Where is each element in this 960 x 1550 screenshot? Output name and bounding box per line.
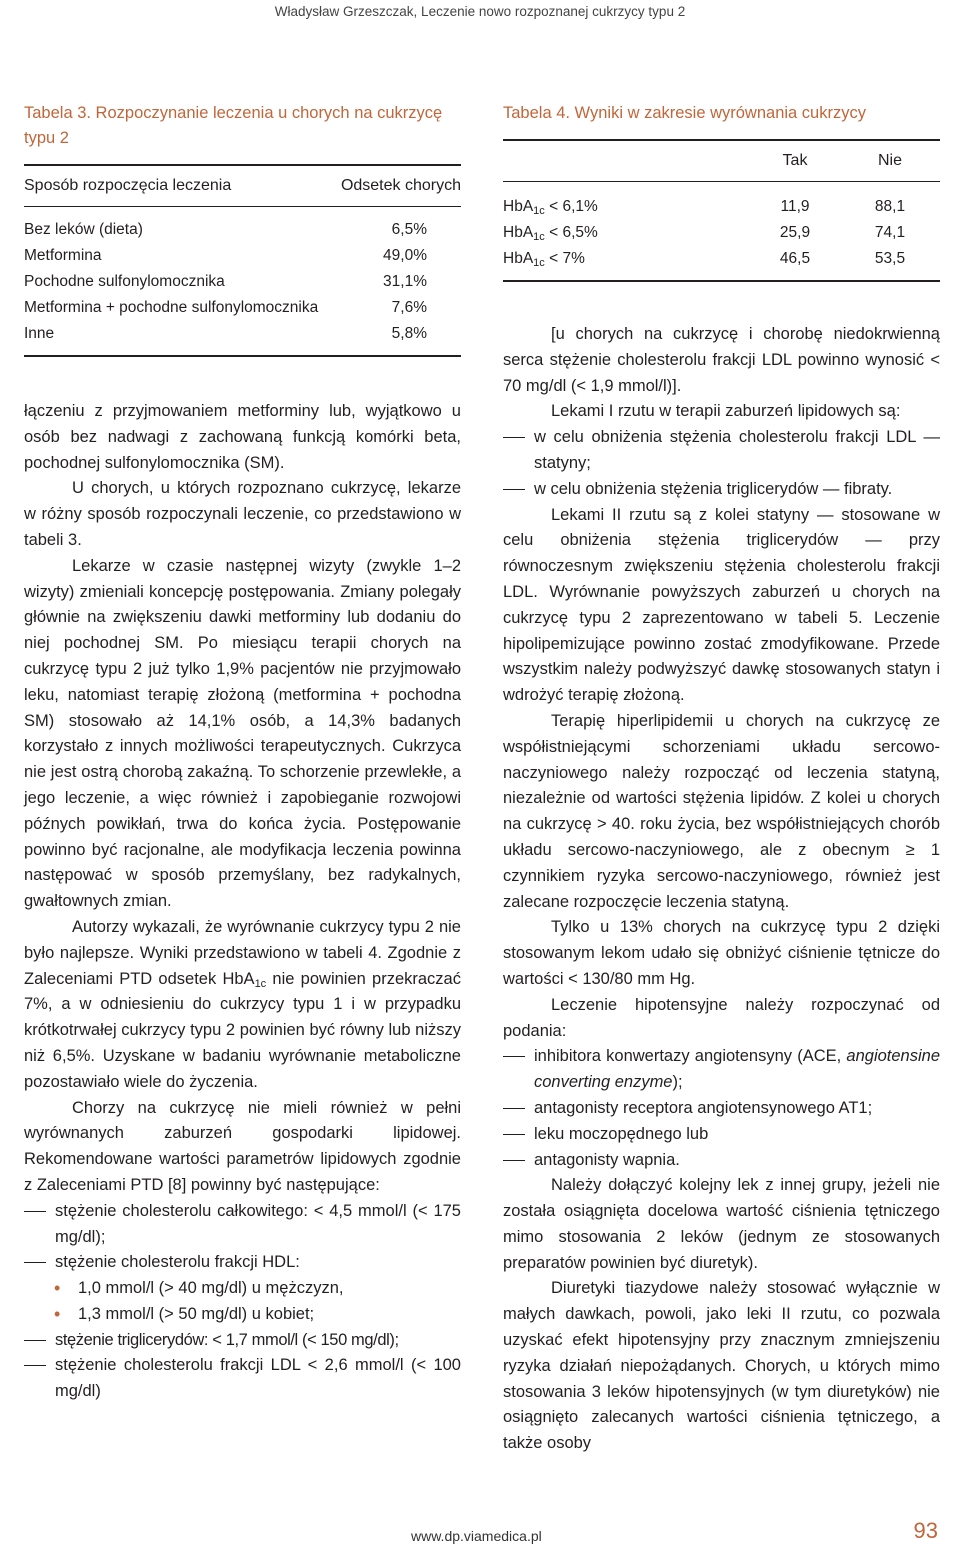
table-row — [24, 321, 461, 347]
table4-title: Tabela 4. Wyniki w zakresie wyrównania cukrzycy — [503, 104, 866, 122]
left-column — [24, 101, 461, 1405]
table4-header-rule — [503, 181, 940, 182]
table4-cell-tak: 25,9 — [779, 224, 811, 242]
table3-cell-label: Metformina — [24, 247, 102, 265]
table4-cell-nie: 88,1 — [874, 198, 906, 216]
table3-header-method: Sposób rozpoczęcia leczenia — [24, 177, 232, 195]
table-row — [503, 246, 940, 272]
table4-header-empty — [503, 141, 750, 181]
table4-cell-nie: 74,1 — [874, 224, 906, 242]
list-item: stężenie cholesterolu frakcji HDL: — [24, 1250, 461, 1276]
text-span: Autorzy wykazali, że wyrównanie cukrzycy typu 2 nie było najlepsze. Wyniki przedstawiono w tabeli 4. Zgodnie z Zaleceniami PTD odsetek HbA — [24, 917, 461, 988]
right-column — [503, 101, 940, 1457]
paragraph: Należy dołączyć kolejny lek z innej grupy, jeżeli nie została osiągnięta docelowa wartość ciśnienia tętniczego mimo stosowania 2 leków (jednym ze stosowanych preparatów powinien być diuretyk). — [503, 1176, 940, 1272]
list-item: stężenie cholesterolu całkowitego: < 4,5 mmol/l (< 175 mg/dl); — [24, 1199, 461, 1251]
table3-cell-value: 31,1% — [383, 273, 427, 291]
table4-cell-tak: 46,5 — [779, 250, 811, 268]
table4-header-nie: Nie — [877, 152, 902, 170]
table3-cell-value: 7,6% — [391, 299, 427, 317]
table3 — [24, 166, 461, 206]
table3-cell-value: 6,5% — [391, 221, 427, 239]
list-item: stężenie triglicerydów: < 1,7 mmol/l (< 150 mg/dl); — [24, 1328, 461, 1354]
table4-cell-tak: 11,9 — [780, 198, 810, 216]
bullet-item: • 1,3 mmol/l (> 50 mg/dl) u kobiet; — [24, 1302, 461, 1328]
paragraph: Chorzy na cukrzycę nie mieli również w pełni wyrównanych zaburzeń gospodarki lipidowej. Rekomendowane wartości parametrów lipidowych zgodnie z Zaleceniami PTD [8] powinny być następujące: — [24, 1098, 461, 1194]
table3-cell-label: Metformina + pochodne sulfonylomocznika — [24, 299, 319, 317]
text-span: nie powinien przekraczać 7%, a w odniesieniu do cukrzycy typu 1 i w przypadku krótkotrwałej cukrzycy typu 2 powinien być równy lub niższy niż 6,5%. Uzyskane w badaniu wyrównanie metaboliczne pozostawiało wiele do życzenia. — [24, 969, 461, 1091]
table3-cell-label: Inne — [24, 325, 55, 343]
subscript: 1c — [254, 977, 267, 990]
table3-header-rule — [24, 206, 461, 207]
table-row — [503, 194, 940, 220]
table4-header-row — [503, 141, 940, 181]
bullet-item: • 1,0 mmol/l (> 40 mg/dl) u mężczyzn, — [24, 1276, 461, 1302]
table4-bottom-rule — [503, 280, 940, 282]
table4-header-tak: Tak — [782, 152, 808, 170]
table-row — [24, 217, 461, 243]
paragraph: Lekami I rzutu w terapii zaburzeń lipidowych są: — [551, 402, 901, 421]
table3-body — [24, 217, 461, 347]
table3-header-percent: Odsetek chorych — [340, 177, 461, 195]
table3-header-row — [24, 166, 461, 206]
table3-cell-label: Bez leków (dieta) — [24, 221, 143, 239]
list-item: antagonisty wapnia. — [503, 1148, 940, 1174]
table-row — [503, 220, 940, 246]
table4-cell-nie: 53,5 — [874, 250, 906, 268]
table3-bottom-rule — [24, 355, 461, 357]
running-head: Władysław Grzeszczak, Leczenie nowo rozpoznanej cukrzycy typu 2 — [274, 4, 686, 19]
paragraph: łączeniu z przyjmowaniem metforminy lub, wyjątkowo u osób bez nadwagi z zachowaną funkcją komórki beta, pochodnej sulfonylomocznika (SM). — [24, 402, 461, 472]
list-item: stężenie cholesterolu frakcji LDL < 2,6 mmol/l (< 100 mg/dl) — [24, 1353, 461, 1405]
paragraph: Lekami II rzutu są z kolei statyny — stosowane w celu obniżenia stężenia triglicerydów — przy równoczesnym zwiększeniu stężenia cholesterolu frakcji LDL. Wyrównanie powyższych zaburzeń u chorych na cukrzycę typu 2 zaprezentowano w tabeli 5. Leczenie hipolipemizujące powinno zostać zmodyfikowane. Przede wszystkim należy podwyższyć dawkę stosowanych statyn i wdrożyć terapię złożoną. — [503, 505, 940, 705]
text-span: ); — [672, 1073, 683, 1092]
paragraph: Lekarze w czasie następnej wizyty (zwykle 1–2 wizyty) zmieniali koncepcję postępowania. Zmiany polegały głównie na zwiększeniu dawki metforminy lub dodaniu do niej pochodnej SM. Po miesiącu terapii chorych na cukrzycę typu 2 już tylko 1,9% pacjentów nie przyjmowało leku, natomiast terapię złożoną (metformina + pochodna SM) stosowało aż 14,1% osób, a 14,3% badanych korzystało z innych możliwości terapeutycznych. Cukrzyca nie jest ostrą chorobą zakaźną. To schorzenie przewlekłe, a jego leczenie, a więc również i zapobieganie rozwojowi późnych powikłań, trwa do końca życia. Postępowanie powinno być racjonalne, ale modyfikacja leczenia powinna następować w sposób przemyślany, bez radykalnych, gwałtownych zmian. — [24, 556, 461, 911]
paragraph: Diuretyki tiazydowe należy stosować wyłącznie w małych dawkach, powoli, jako leki II rzutu, co pozwala uzyskać efekt hipotensyjny przy znacznym zmniejszeniu ryzyka działań niepożądanych. Chorych, u których mimo stosowania 3 leków hipotensyjnych (w tym diuretyków) nie osiągnięto zalecanych wartości ciśnienia tętniczego, a także osoby — [503, 1279, 940, 1453]
italic-span: angiotensine converting enzyme — [534, 1047, 940, 1092]
table3-cell-label: Pochodne sulfonylomocznika — [24, 273, 225, 291]
table4 — [503, 141, 940, 181]
paragraph: Terapię hiperlipidemii u chorych na cukrzycę ze współistniejącymi schorzeniami układu sercowo-naczyniowego należy rozpocząć od leczenia statyną, niezależnie od wartości stężenia lipidów. Z kolei u chorych na cukrzycę > 40. roku życia, bez współistniejących chorób układu sercowo-naczyniowego, ale z obecnym ≥ 1 czynnikiem ryzyka sercowo-naczyniowego, również jest zalecane rozpoczęcie leczenia statyną. — [503, 711, 940, 911]
text-span: inhibitora konwertazy angiotensyny (ACE, — [534, 1047, 847, 1066]
table-row — [24, 243, 461, 269]
table3-title: Tabela 3. Rozpoczynanie leczenia u chorych na cukrzycę typu 2 — [24, 104, 443, 147]
table-row — [24, 269, 461, 295]
paragraph: Leczenie hipotensyjne należy rozpoczynać od podania: — [503, 995, 940, 1040]
paragraph: Tylko u 13% chorych na cukrzycę typu 2 dzięki stosowanym lekom udało się obniżyć ciśnienie tętnicze do wartości < 130/80 mm Hg. — [503, 918, 940, 988]
paragraph — [24, 915, 461, 1096]
table3-cell-value: 5,8% — [391, 325, 427, 343]
footer-url: www.dp.viamedica.pl — [411, 1528, 542, 1544]
table4-cell-label: HbA$_{1c}$ < 7% — [503, 250, 585, 270]
page-number: 93 — [913, 1518, 938, 1543]
table4-cell-label: HbA$_{1c}$ < 6,1% — [503, 198, 598, 218]
paragraph: U chorych, u których rozpoznano cukrzycę, lekarze w różny sposób rozpoczynali leczenie, co przedstawiono w tabeli 3. — [24, 479, 461, 549]
paragraph: [u chorych na cukrzycę i chorobę niedokrwienną serca stężenie cholesterolu frakcji LDL powinno wynosić < 70 mg/dl (< 1,9 mmol/l)]. — [503, 325, 940, 395]
list-item: antagonisty receptora angiotensynowego AT1; — [503, 1096, 940, 1122]
table4-cell-label: HbA$_{1c}$ < 6,5% — [503, 224, 598, 244]
table3-cell-value: 49,0% — [383, 247, 427, 265]
list-item: w celu obniżenia stężenia triglicerydów — fibraty. — [503, 477, 940, 503]
list-item — [503, 1044, 940, 1096]
list-item: leku moczopędnego lub — [503, 1122, 940, 1148]
list-item: w celu obniżenia stężenia cholesterolu frakcji LDL — statyny; — [503, 425, 940, 477]
table-row — [24, 295, 461, 321]
table4-body — [503, 194, 940, 272]
